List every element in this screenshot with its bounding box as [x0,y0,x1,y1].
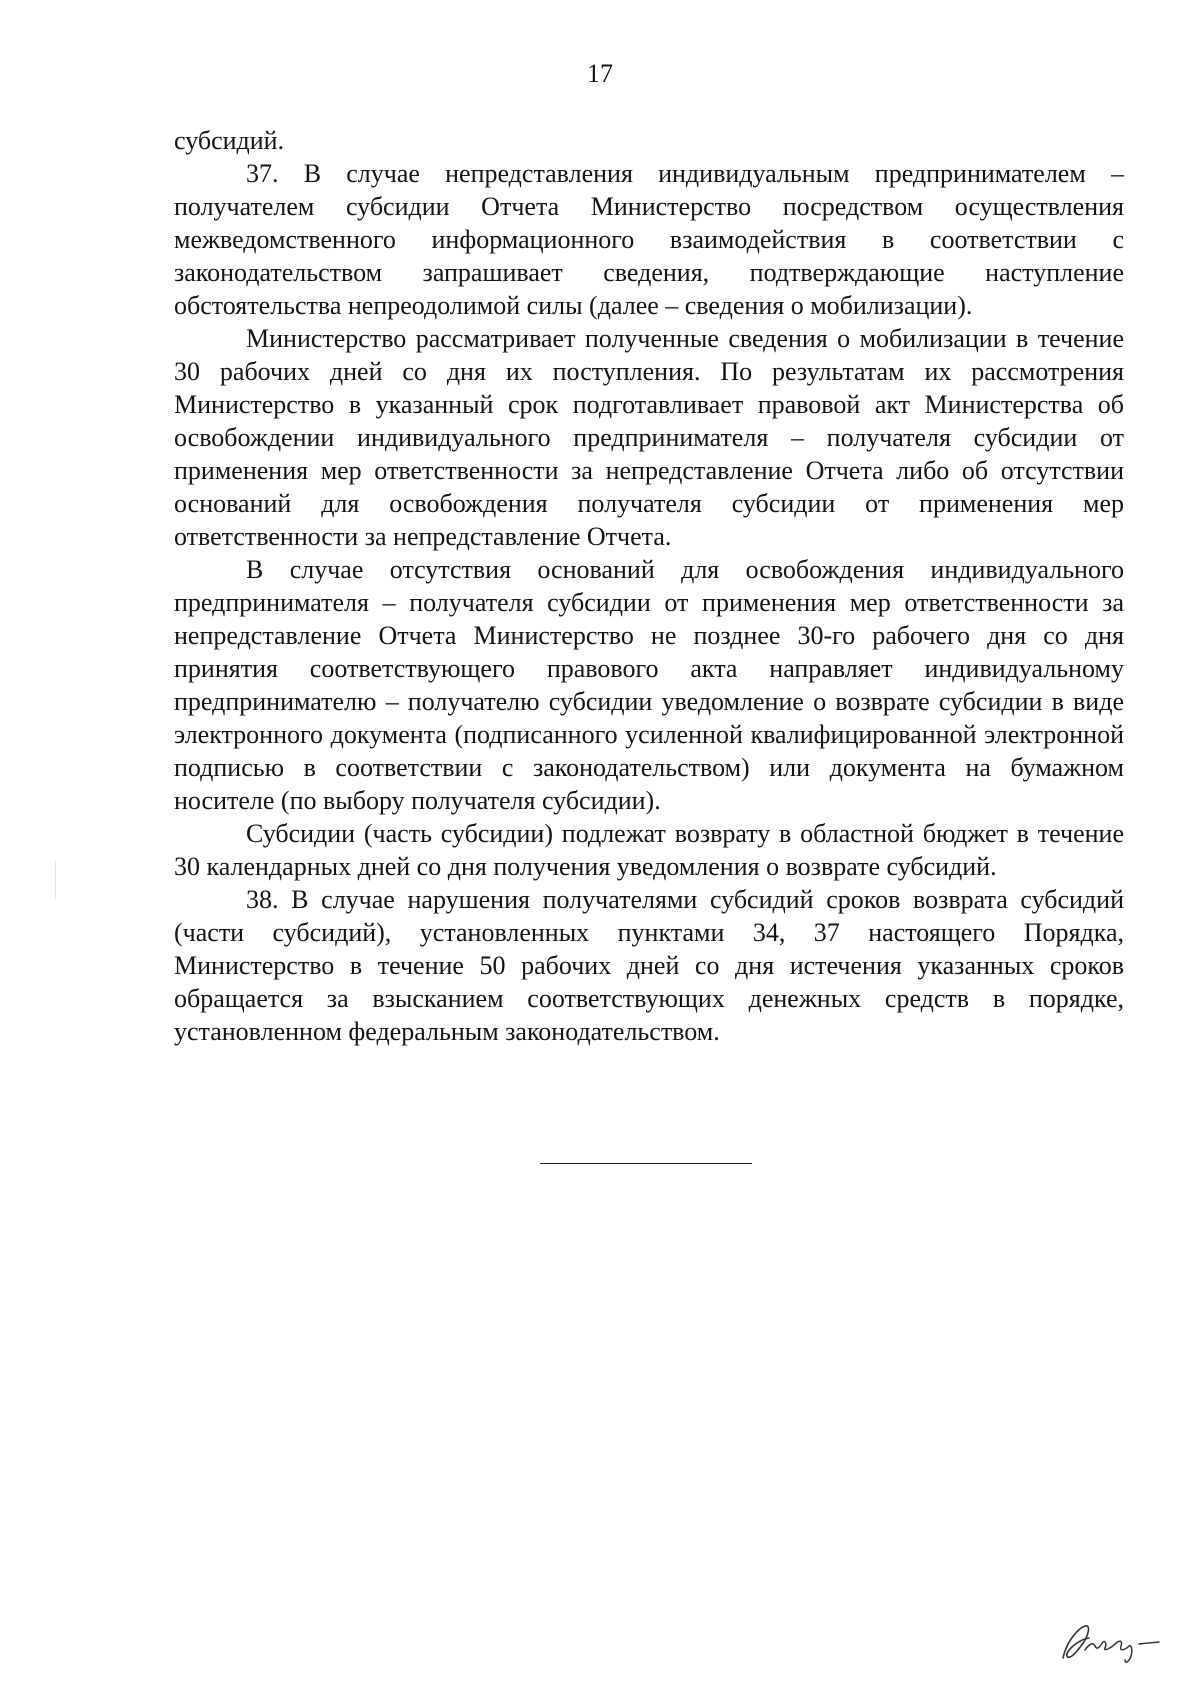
page-number: 17 [587,59,613,88]
scan-artifact [55,860,56,900]
paragraph-item-37: 37. В случае непредставления индивидуальным предпринимателем – получателем субсидии Отчета Министерство посредством осуществления межведомственного информационного взаимодействия в соответствии с законодательством запрашивает сведения, подтверждающие наступление обстоятельства непреодолимой силы (далее – сведения о мобилизации). [174,159,1124,320]
handwritten-signature-icon [1055,1610,1165,1670]
paragraph-continuation: субсидий. [174,126,285,155]
paragraph-subsidy-return: Субсидии (часть субсидии) подлежат возврату в областной бюджет в течение 30 календарных дней со дня получения уведомления о возврате субсидий. [174,819,1124,881]
document-end-rule [540,1163,752,1164]
document-body [174,124,1124,1048]
paragraph-item-38: 38. В случае нарушения получателями субсидий сроков возврата субсидий (части субсидий), установленных пунктами 34, 37 настоящего Порядка, Министерство в течение 50 рабочих дней со дня истечения указанных сроков обращается за взысканием соответствующих денежных средств в порядке, установленном федеральным законодательством. [174,885,1124,1046]
paragraph-ministry-review: Министерство рассматривает полученные сведения о мобилизации в течение 30 рабочих дней со дня их поступления. По результатам их рассмотрения Министерство в указанный срок подготавливает правовой акт Министерства об освобождении индивидуального предпринимателя – получателя субсидии от применения мер ответственности за непредставление Отчета либо об отсутствии оснований для освобождения получателя субсидии от применения мер ответственности за непредставление Отчета. [174,324,1124,551]
paragraph-no-grounds: В случае отсутствия оснований для освобождения индивидуального предпринимателя – получателя субсидии от применения мер ответственности за непредставление Отчета Министерство не позднее 30-го рабочего дня со дня принятия соответствующего правового акта направляет индивидуальному предпринимателю – получателю субсидии уведомление о возврате субсидии в виде электронного документа (подписанного усиленной квалифицированной электронной подписью в соответствии с законодательством) или документа на бумажном носителе (по выбору получателя субсидии). [174,555,1124,815]
